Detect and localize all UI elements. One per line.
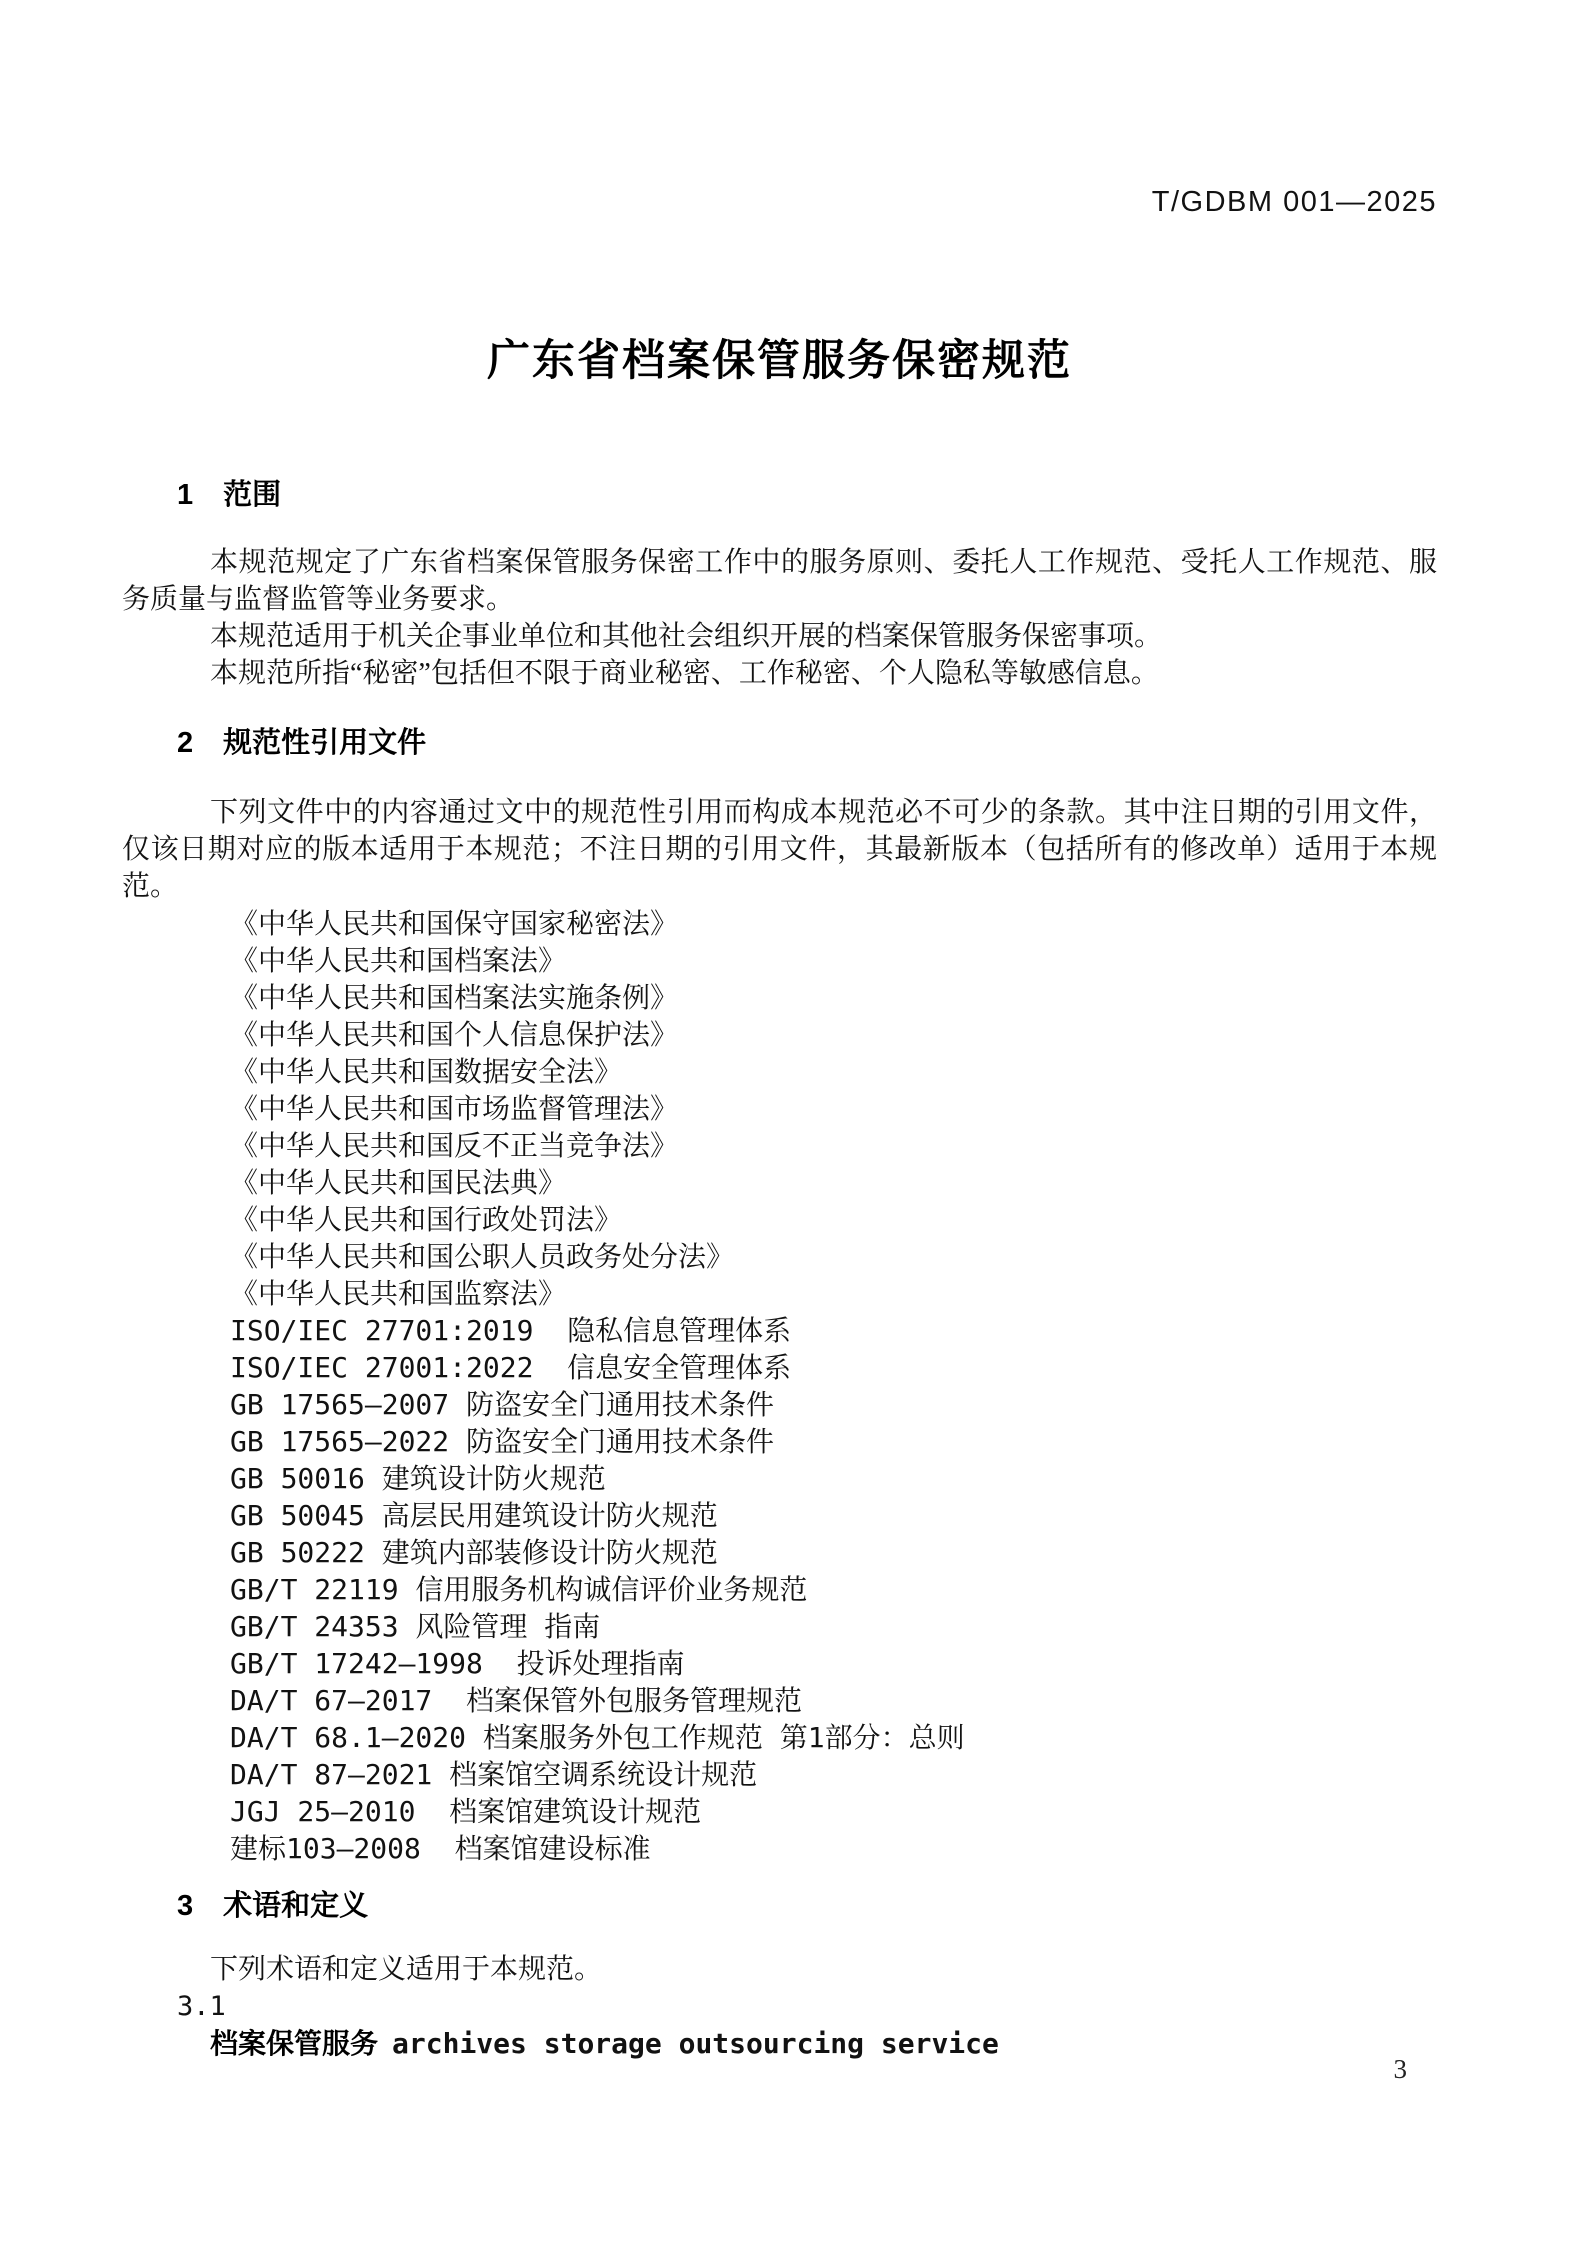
section-label: 范围: [223, 479, 282, 511]
reference-item: 《中华人民共和国行政处罚法》: [230, 1203, 623, 1236]
section-number: 2: [177, 727, 194, 759]
reference-item: DA/T 68.1—2020 档案服务外包工作规范 第1部分：总则: [230, 1721, 965, 1754]
scope-paragraph: 本规范适用于机关企事业单位和其他社会组织开展的档案保管服务保密事项。: [210, 621, 1163, 652]
section-heading-scope: [177, 478, 1437, 512]
reference-item: GB 50222 建筑内部装修设计防火规范: [230, 1536, 718, 1569]
section-number: 1: [177, 479, 194, 511]
reference-item: GB/T 22119 信用服务机构诚信评价业务规范: [230, 1573, 808, 1606]
reference-item: ISO/IEC 27701:2019 隐私信息管理体系: [230, 1314, 792, 1347]
document-title: 广东省档案保管服务保密规范: [487, 337, 1072, 385]
reference-item: GB/T 17242—1998 投诉处理指南: [230, 1647, 685, 1680]
section-heading-terms-definitions: [177, 1889, 1437, 1923]
reference-item: 《中华人民共和国市场监督管理法》: [230, 1092, 679, 1125]
reference-item: GB 50016 建筑设计防火规范: [230, 1462, 606, 1495]
reference-item: 《中华人民共和国档案法实施条例》: [230, 981, 679, 1014]
reference-item: GB 17565—2022 防盗安全门通用技术条件: [230, 1425, 775, 1458]
reference-item: GB 17565—2007 防盗安全门通用技术条件: [230, 1388, 775, 1421]
page-number: 3: [1393, 2054, 1407, 2084]
terms-intro: 下列术语和定义适用于本规范。: [210, 1954, 603, 1985]
term-chinese: 档案保管服务: [210, 2028, 379, 2059]
reference-item: ISO/IEC 27001:2022 信息安全管理体系: [230, 1351, 792, 1384]
reference-item: 《中华人民共和国民法典》: [230, 1166, 567, 1199]
term-definition-line: [122, 2025, 1437, 2063]
reference-item: 《中华人民共和国数据安全法》: [230, 1055, 623, 1088]
reference-list: [122, 905, 1437, 1867]
reference-item: 《中华人民共和国监察法》: [230, 1277, 567, 1310]
section-label: 规范性引用文件: [223, 727, 427, 759]
scope-paragraph: 本规范所指“秘密”包括但不限于商业秘密、工作秘密、个人隐私等敏感信息。: [210, 658, 1159, 689]
reference-item: 建标103—2008 档案馆建设标准: [230, 1832, 651, 1865]
clause-number: 3.1: [177, 1991, 226, 2022]
reference-item: JGJ 25—2010 档案馆建筑设计规范: [230, 1795, 702, 1828]
reference-item: DA/T 87—2021 档案馆空调系统设计规范: [230, 1758, 758, 1791]
reference-item: 《中华人民共和国档案法》: [230, 944, 567, 977]
standard-code: T/GDBM 001—2025: [1151, 186, 1437, 218]
section-label: 术语和定义: [223, 1890, 369, 1922]
normative-references-intro: 下列文件中的内容通过文中的规范性引用而构成本规范必不可少的条款。其中注日期的引用文件，仅该日期对应的版本适用于本规范；不注日期的引用文件，其最新版本（包括所有的修改单）适用于本规范。: [122, 797, 1437, 902]
reference-item: 《中华人民共和国反不正当竞争法》: [230, 1129, 679, 1162]
reference-item: GB 50045 高层民用建筑设计防火规范: [230, 1499, 718, 1532]
section-heading-normative-references: [177, 726, 1437, 760]
section-number: 3: [177, 1890, 194, 1922]
scope-paragraph: 本规范规定了广东省档案保管服务保密工作中的服务原则、委托人工作规范、受托人工作规范、服务质量与监督监管等业务要求。: [122, 547, 1437, 615]
reference-item: DA/T 67—2017 档案保管外包服务管理规范: [230, 1684, 803, 1717]
reference-item: GB/T 24353 风险管理 指南: [230, 1610, 601, 1643]
reference-item: 《中华人民共和国保守国家秘密法》: [230, 907, 679, 940]
reference-item: 《中华人民共和国公职人员政务处分法》: [230, 1240, 735, 1273]
term-english: archives storage outsourcing service: [392, 2027, 999, 2060]
reference-item: 《中华人民共和国个人信息保护法》: [230, 1018, 679, 1051]
